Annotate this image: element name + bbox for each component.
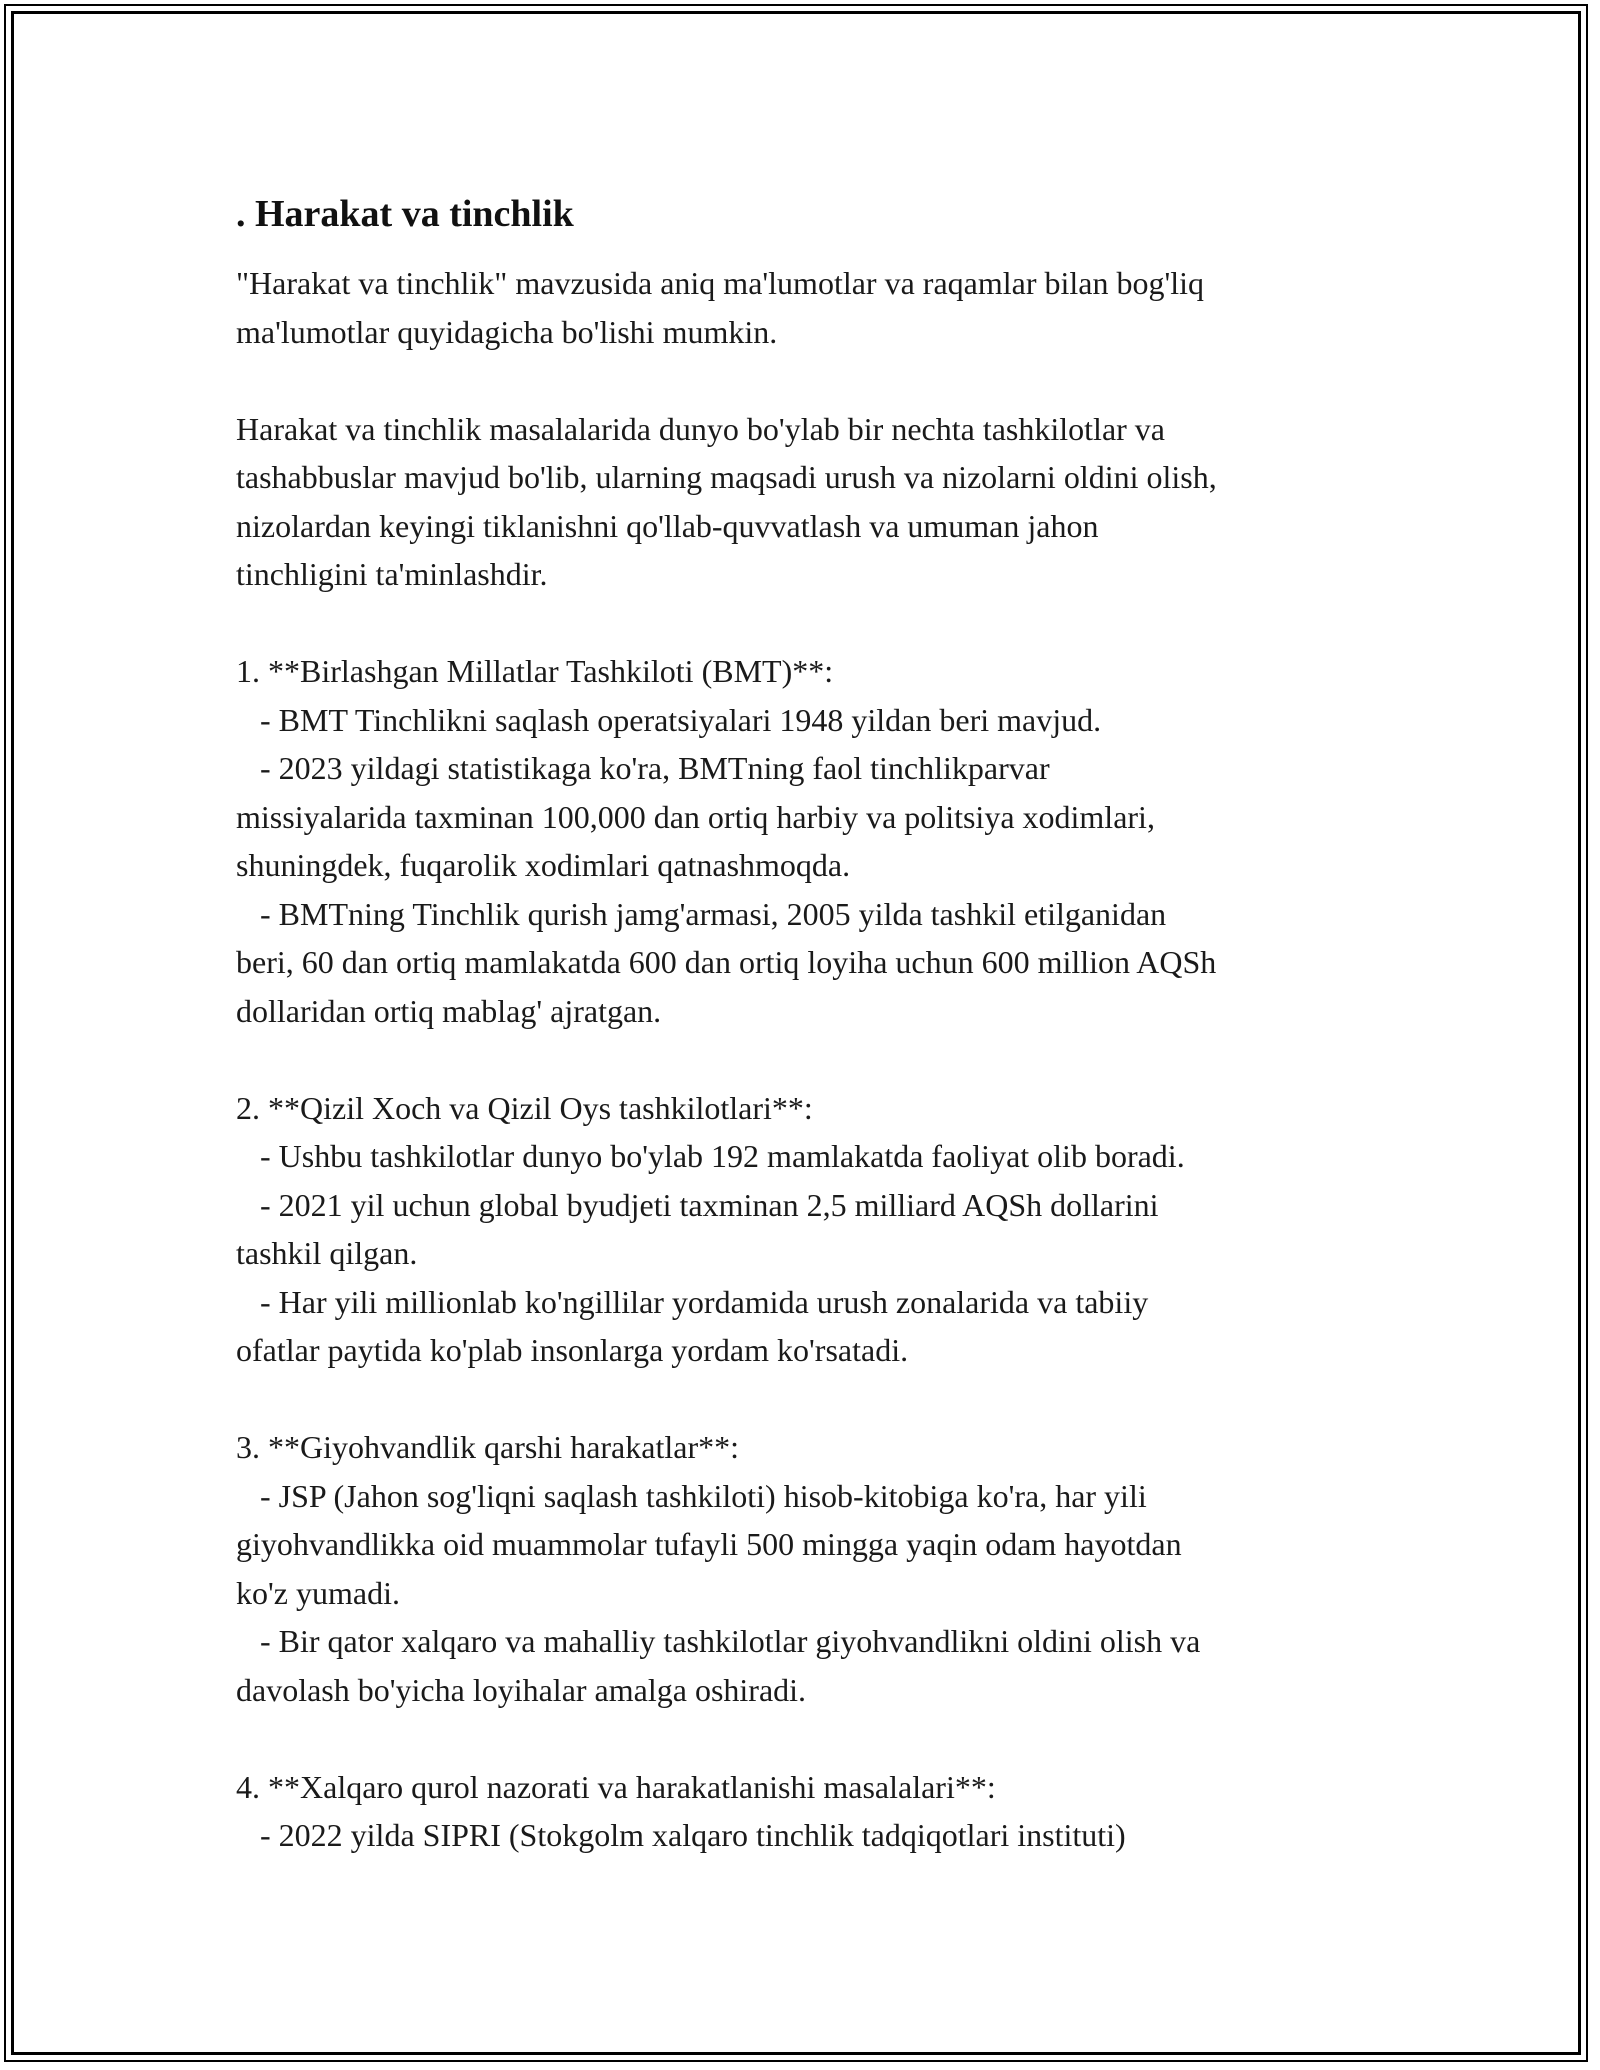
text-line: - BMTning Tinchlik qurish jamg'armasi, 2005 yilda tashkil etilganidan <box>236 895 1167 932</box>
text-line: ko'z yumadi. <box>236 1574 400 1611</box>
blank-line <box>236 599 1396 648</box>
page-title: . Harakat va tinchlik <box>236 193 574 235</box>
text-line: nizolardan keyingi tiklanishni qo'llab-quvvatlash va umuman jahon <box>236 507 1099 544</box>
blank-line <box>236 356 1396 405</box>
text-line: dollaridan ortiq mablag' ajratgan. <box>236 992 662 1029</box>
text-line: beri, 60 dan ortiq mamlakatda 600 dan ortiq loyiha uchun 600 million AQSh <box>236 944 1217 980</box>
text-line: - Ushbu tashkilotlar dunyo bo'ylab 192 mamlakatda faoliyat olib boradi. <box>236 1138 1185 1174</box>
body-text <box>236 259 1396 1860</box>
text-line: - JSP (Jahon sog'liqni saqlash tashkiloti) hisob-kitobiga ko'ra, har yili <box>236 1477 1147 1514</box>
text-line: - Bir qator xalqaro va mahalliy tashkilotlar giyohvandlikni oldini olish va <box>236 1623 1201 1659</box>
text-line: 3. **Giyohvandlik qarshi harakatlar**: <box>236 1429 739 1465</box>
text-line: missiyalarida taxminan 100,000 dan ortiq harbiy va politsiya xodimlari, <box>236 798 1155 835</box>
text-line: - BMT Tinchlikni saqlash operatsiyalari 1948 yildan beri mavjud. <box>236 701 1102 738</box>
blank-line <box>236 1375 1396 1424</box>
text-line: ma'lumotlar quyidagicha bo'lishi mumkin. <box>236 313 778 350</box>
text-line: - 2021 yil uchun global byudjeti taxminan 2,5 milliard AQSh dollarini <box>236 1186 1159 1223</box>
text-line: giyohvandlikka oid muammolar tufayli 500 mingga yaqin odam hayotdan <box>236 1526 1182 1562</box>
text-line: davolash bo'yicha loyihalar amalga oshiradi. <box>236 1671 807 1708</box>
blank-line <box>236 1035 1396 1084</box>
text-line: shuningdek, fuqarolik xodimlari qatnashmoqda. <box>236 847 851 883</box>
text-line: ofatlar paytida ko'plab insonlarga yordam ko'rsatadi. <box>236 1332 909 1368</box>
text-line: 4. **Xalqaro qurol nazorati va harakatlanishi masalalari**: <box>236 1768 996 1805</box>
text-line: 2. **Qizil Xoch va Qizil Oys tashkilotlari**: <box>236 1089 813 1126</box>
text-line: tinchligini ta'minlashdir. <box>236 556 548 592</box>
text-line: Harakat va tinchlik masalalarida dunyo bo'ylab bir nechta tashkilotlar va <box>236 410 1165 447</box>
document-body <box>236 187 1396 1860</box>
blank-line <box>236 1714 1396 1763</box>
text-line: "Harakat va tinchlik" mavzusida aniq ma'lumotlar va raqamlar bilan bog'liq <box>236 265 1205 301</box>
text-line: - Har yili millionlab ko'ngillilar yordamida urush zonalarida va tabiiy <box>236 1283 1149 1320</box>
text-line: tashkil qilgan. <box>236 1235 418 1271</box>
text-line: 1. **Birlashgan Millatlar Tashkiloti (BMT)**: <box>236 653 834 689</box>
text-line: - 2022 yilda SIPRI (Stokgolm xalqaro tinchlik tadqiqotlari instituti) <box>236 1817 1126 1853</box>
text-line: tashabbuslar mavjud bo'lib, ularning maqsadi urush va nizolarni oldini olish, <box>236 459 1217 495</box>
text-line: - 2023 yildagi statistikaga ko'ra, BMTning faol tinchlikparvar <box>236 750 1050 786</box>
